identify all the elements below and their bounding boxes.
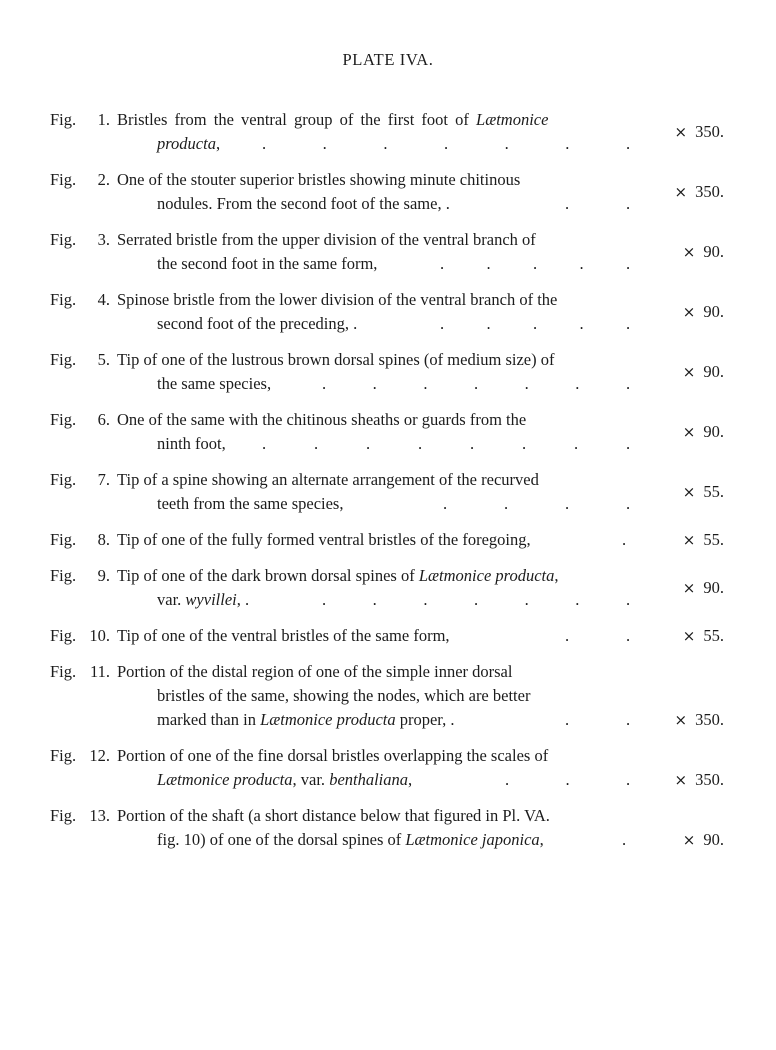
description-line-3: marked than in Lætmonice producta proper, .	[157, 710, 455, 729]
description-line-2: fig. 10) of one of the dorsal spines of Lætmonice japonica,	[157, 830, 544, 849]
fig-number: 11.	[89, 662, 110, 681]
leader-dots: . . . .	[443, 494, 631, 513]
leader-dots: .	[622, 830, 627, 849]
magnification: × 55.	[682, 626, 724, 645]
magnification: × 350.	[674, 182, 724, 201]
description-line-2: second foot of the preceding, .	[157, 314, 358, 333]
magnification: × 90.	[682, 830, 724, 849]
fig-label: Fig.	[50, 626, 77, 645]
figure-entry-5	[0, 348, 776, 396]
plate-title: PLATE IVA.	[342, 50, 434, 69]
description-line-2: the same species,	[157, 374, 272, 393]
fig-number: 6.	[97, 410, 110, 429]
description-line-1: Tip of a spine showing an alternate arrangement of the recurved	[117, 470, 539, 489]
fig-number: 1.	[97, 110, 110, 129]
fig-label: Fig.	[50, 806, 77, 825]
magnification: × 90.	[682, 362, 724, 381]
leader-dots: . . . . .	[440, 254, 631, 273]
fig-label: Fig.	[50, 170, 77, 189]
figure-entry-10	[0, 624, 776, 648]
magnification: × 90.	[682, 242, 724, 261]
description-line-1: Portion of the shaft (a short distance below that figured in Pl. VA.	[117, 806, 550, 825]
fig-label: Fig.	[50, 530, 77, 549]
description-line-2: bristles of the same, showing the nodes, which are better	[157, 686, 531, 705]
figure-entry-13	[0, 804, 776, 852]
fig-number: 4.	[97, 290, 110, 309]
description-line-2: Lætmonice producta, var. benthaliana,	[157, 770, 413, 789]
fig-label: Fig.	[50, 662, 77, 681]
leader-dots: . . . . . . . .	[262, 434, 631, 453]
fig-label: Fig.	[50, 230, 77, 249]
description-line-1: Portion of the distal region of one of the simple inner dorsal	[117, 662, 513, 681]
description-line-1: Bristles from the ventral group of the first foot of Lætmonice	[117, 110, 549, 129]
fig-label: Fig.	[50, 470, 77, 489]
leader-dots: .	[622, 530, 627, 549]
figure-list	[0, 108, 776, 864]
magnification: × 90.	[682, 302, 724, 321]
magnification: × 55.	[682, 530, 724, 549]
leader-dots: . .	[565, 710, 631, 729]
leader-dots: . . .	[505, 770, 631, 789]
figure-entry-3	[0, 228, 776, 276]
fig-number: 2.	[97, 170, 110, 189]
description-line-2: nodules. From the second foot of the same, .	[157, 194, 450, 213]
description-line-2: teeth from the same species,	[157, 494, 344, 513]
fig-number: 7.	[97, 470, 110, 489]
description-line-1: One of the same with the chitinous sheaths or guards from the	[117, 410, 527, 429]
description-line-1: Tip of one of the ventral bristles of the same form,	[117, 626, 450, 645]
magnification: × 350.	[674, 710, 724, 729]
description-line-2: ninth foot,	[157, 434, 226, 453]
magnification: × 350.	[674, 770, 724, 789]
fig-number: 9.	[97, 566, 110, 585]
figure-entry-2	[0, 168, 776, 216]
fig-number: 12.	[89, 746, 110, 765]
fig-label: Fig.	[50, 410, 77, 429]
fig-number: 8.	[97, 530, 110, 549]
description-line-2: the second foot in the same form,	[157, 254, 378, 273]
fig-label: Fig.	[50, 350, 77, 369]
leader-dots: . . . . .	[440, 314, 631, 333]
magnification: × 90.	[682, 578, 724, 597]
leader-dots: . .	[565, 194, 631, 213]
description-line-1: Serrated bristle from the upper division of the ventral branch of	[117, 230, 536, 249]
fig-number: 13.	[89, 806, 110, 825]
leader-dots: . . . . . . .	[262, 134, 631, 153]
figure-entry-9	[0, 564, 776, 612]
fig-label: Fig.	[50, 746, 77, 765]
figure-entry-4	[0, 288, 776, 336]
description-line-1: Portion of one of the fine dorsal bristles overlapping the scales of	[117, 746, 549, 765]
figure-entry-12	[0, 744, 776, 792]
figure-entry-11	[0, 660, 776, 732]
figure-entry-8	[0, 528, 776, 552]
description-line-1: Tip of one of the dark brown dorsal spines of Lætmonice producta,	[117, 566, 559, 585]
figure-entry-7	[0, 468, 776, 516]
figure-entry-1	[0, 108, 776, 156]
fig-number: 10.	[89, 626, 110, 645]
leader-dots: . . . . . . .	[322, 590, 631, 609]
description-line-1: Tip of one of the lustrous brown dorsal spines (of medium size) of	[117, 350, 555, 369]
fig-label: Fig.	[50, 566, 77, 585]
description-line-1: One of the stouter superior bristles showing minute chitinous	[117, 170, 521, 189]
magnification: × 90.	[682, 422, 724, 441]
fig-number: 5.	[97, 350, 110, 369]
figure-entry-6	[0, 408, 776, 456]
description-line-2: var. wyvillei, .	[157, 590, 250, 609]
fig-label: Fig.	[50, 290, 77, 309]
description-line-2: producta,	[157, 134, 221, 153]
description-line-1: Spinose bristle from the lower division of the ventral branch of the	[117, 290, 558, 309]
description-line-1: Tip of one of the fully formed ventral bristles of the foregoing,	[117, 530, 531, 549]
magnification: × 350.	[674, 122, 724, 141]
leader-dots: . . . . . . .	[322, 374, 631, 393]
fig-number: 3.	[97, 230, 110, 249]
fig-label: Fig.	[50, 110, 77, 129]
leader-dots: . .	[565, 626, 631, 645]
magnification: × 55.	[682, 482, 724, 501]
